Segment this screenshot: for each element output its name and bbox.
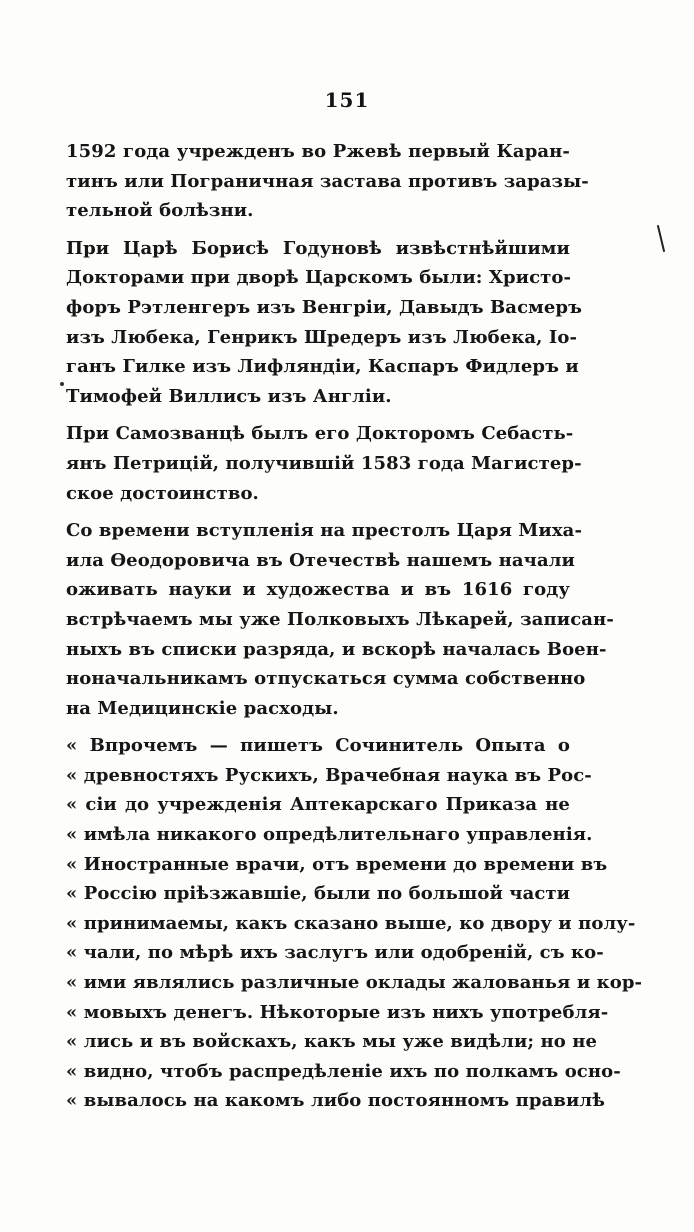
text-line: встрѣчаемъ мы уже Полковыхъ Лѣкарей, записан- bbox=[66, 608, 614, 630]
text-line: ское достоинство. bbox=[66, 482, 259, 504]
text-line: ила Ѳеодоровича въ Отечествѣ нашемъ начали bbox=[66, 549, 575, 571]
text-line: форъ Рэтленгеръ изъ Венгріи, Давыдъ Васмеръ bbox=[66, 296, 583, 318]
paragraph-gap bbox=[66, 723, 570, 731]
text-line: « имѣла никакого опредѣлительнаго управленія. bbox=[66, 824, 593, 846]
text-line: « ими являлись различные оклады жалованья и кор- bbox=[66, 972, 643, 994]
text-line: Тимофей Виллисъ изъ Англіи. bbox=[66, 385, 392, 407]
text-line: янъ Петрицій, получившій 1583 года Магистер- bbox=[66, 452, 582, 474]
text-line: оживать науки и художества и въ 1616 году bbox=[66, 579, 570, 601]
text-line: Докторами при дворѣ Царскомъ были: Христо- bbox=[66, 267, 572, 289]
text-line: ныхъ въ списки разряда, и вскорѣ началась Воен- bbox=[66, 638, 607, 660]
text-line: При Самозванцѣ былъ его Докторомъ Себасть- bbox=[66, 423, 574, 445]
text-line: изъ Любека, Генрикъ Шредеръ изъ Любека, Іо- bbox=[66, 326, 578, 348]
text-line: Со времени вступленія на престолъ Царя Миха- bbox=[66, 520, 583, 542]
paragraph-gap bbox=[66, 508, 570, 516]
text-line: « Впрочемъ — пишетъ Сочинитель Опыта о bbox=[66, 735, 570, 757]
text-line: « видно, чтобъ распредѣленіе ихъ по полкамъ осно- bbox=[66, 1060, 621, 1082]
margin-pencil-mark bbox=[656, 224, 666, 254]
text-line: « лись и въ войскахъ, какъ мы уже видѣли; но не bbox=[66, 1031, 598, 1053]
text-line: « сіи до учрежденія Аптекарскаго Приказа не bbox=[66, 794, 570, 816]
text-line: на Медицинскіе расходы. bbox=[66, 697, 339, 719]
text-line: « Иностранные врачи, отъ времени до времени въ bbox=[66, 853, 608, 875]
margin-dot bbox=[60, 382, 64, 386]
paragraph-gap bbox=[66, 226, 570, 234]
text-line: ганъ Гилке изъ Лифляндіи, Каспаръ Фидлеръ и bbox=[66, 356, 579, 378]
paragraph-gap bbox=[66, 411, 570, 419]
text-line: тинъ или Пограничная застава противъ заразы- bbox=[66, 170, 589, 192]
text-line: « Россію пріѣзжавшіе, были по большой части bbox=[66, 883, 571, 905]
text-line: « чали, по мѣрѣ ихъ заслугъ или одобреній, съ ко- bbox=[66, 942, 604, 964]
text-line: тельной болѣзни. bbox=[66, 200, 254, 222]
text-line: При Царѣ Борисѣ Годуновѣ извѣстнѣйшими bbox=[66, 237, 570, 259]
text-line: « вывалось на какомъ либо постоянномъ правилѣ bbox=[66, 1090, 605, 1112]
text-line: 1592 года учрежденъ во Ржевѣ первый Каран- bbox=[66, 141, 570, 162]
page-number: 151 bbox=[324, 88, 370, 112]
text-line: ноначальникамъ отпускаться сумма собственно bbox=[66, 668, 586, 690]
text-line: « принимаемы, какъ сказано выше, ко двору и полу- bbox=[66, 912, 636, 934]
body-text bbox=[66, 137, 643, 1116]
text-line: « древностяхъ Рускихъ, Врачебная наука въ Рос- bbox=[66, 764, 592, 786]
text-line: « мовыхъ денегъ. Нѣкоторые изъ нихъ употребля- bbox=[66, 1001, 609, 1023]
